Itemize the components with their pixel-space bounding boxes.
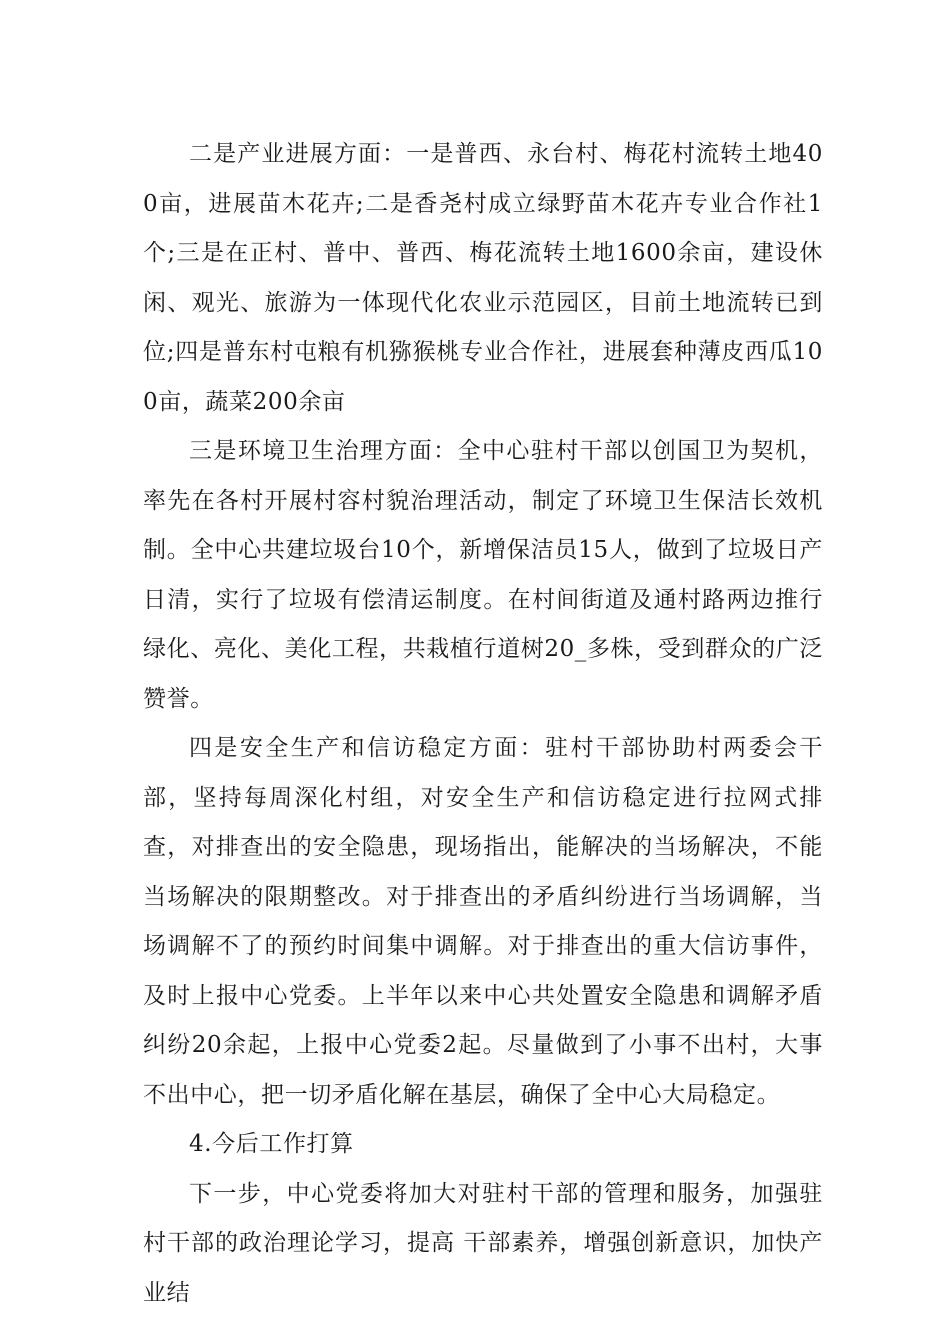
document-body (143, 130, 823, 1318)
section-heading-future-work-plan: 4.今后工作打算 (189, 1131, 354, 1157)
paragraph-environmental-sanitation: 三是环境卫生治理方面：全中心驻村干部以创国卫为契机，率先在各村开展村容村貌治理活动，制定了环境卫生保洁长效机制。全中心共建垃圾台10个，新增保洁员15人，做到了垃圾日产日清，实行了垃圾有偿清运制度。在村间街道及通村路两边推行绿化、亮化、美化工程，共栽植行道树20_多株，受到群众的广泛赞誉。 (143, 438, 823, 712)
paragraph-safety-and-petition-stability: 四是安全生产和信访稳定方面：驻村干部协助村两委会干部，坚持每周深化村组，对安全生产和信访稳定进行拉网式排查，对排查出的安全隐患，现场指出，能解决的当场解决，不能当场解决的限期整改。对于排查出的矛盾纠纷进行当场调解，当场调解不了的预约时间集中调解。对于排查出的重大信访事件，及时上报中心党委。上半年以来中心共处置安全隐患和调解矛盾纠纷20余起，上报中心党委2起。尽量做到了小事不出村，大事不出中心，把一切矛盾化解在基层，确保了全中心大局稳定。 (143, 735, 823, 1108)
paragraph-next-steps: 下一步，中心党委将加大对驻村干部的管理和服务，加强驻村干部的政治理论学习，提高 干部素养，增强创新意识，加快产业结 (143, 1180, 823, 1306)
paragraph-industry-progress: 二是产业进展方面：一是普西、永台村、梅花村流转土地400亩，进展苗木花卉;二是香尧村成立绿野苗木花卉专业合作社1个;三是在正村、普中、普西、梅花流转土地1600余亩，建设休闲、观光、旅游为一体现代化农业示范园区，目前土地流转已到位;四是普东村屯粮有机猕猴桃专业合作社，进展套种薄皮西瓜100亩，蔬菜200余亩 (143, 141, 823, 415)
